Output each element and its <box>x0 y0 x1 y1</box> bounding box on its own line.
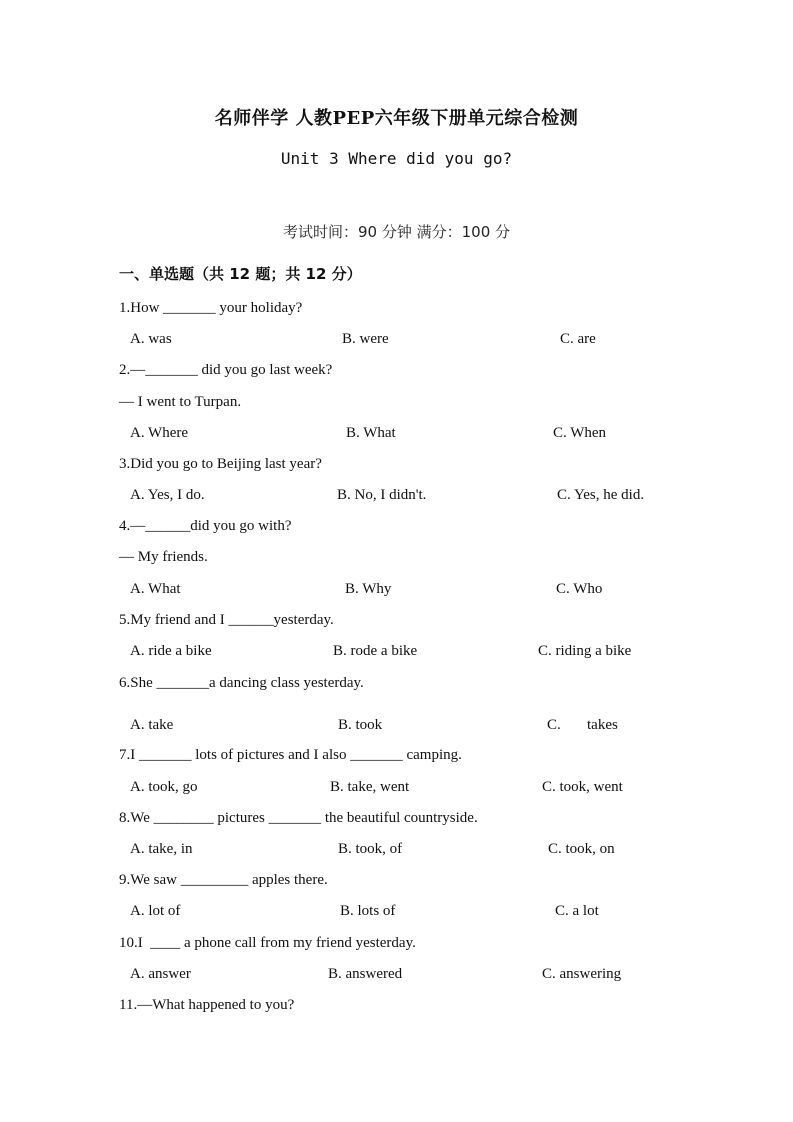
question-11-stem: 11.—What happened to you? <box>119 997 295 1013</box>
question-10-option-c: C. answering <box>542 966 622 982</box>
question-5-option-a: A. ride a bike <box>130 643 212 659</box>
question-3-option-c: C. Yes, he did. <box>557 487 645 503</box>
question-8-stem: 8.We ________ pictures _______ the beautiful countryside. <box>119 810 478 826</box>
question-2-answer-line: — I went to Turpan. <box>119 394 242 410</box>
exam-info: 考试时间：90 分钟 满分：100 分 <box>282 223 511 241</box>
question-6-option-c: C. takes <box>547 717 618 733</box>
question-5-stem: 5.My friend and I ______yesterday. <box>119 612 334 628</box>
question-5-option-b: B. rode a bike <box>333 643 418 659</box>
question-3-option-b: B. No, I didn't. <box>337 487 427 503</box>
question-9-option-b: B. lots of <box>340 903 396 919</box>
question-9-option-c: C. a lot <box>555 903 599 919</box>
document-subtitle: Unit 3 Where did you go? <box>280 149 513 168</box>
question-3-stem: 3.Did you go to Beijing last year? <box>119 456 322 472</box>
question-6-option-a: A. take <box>130 717 174 733</box>
question-9-option-a: A. lot of <box>130 903 181 919</box>
question-2-option-c: C. When <box>553 425 607 441</box>
question-2-stem: 2.—_______ did you go last week? <box>119 362 333 378</box>
question-1-stem: 1.How _______ your holiday? <box>119 300 303 316</box>
question-8-option-c: C. took, on <box>548 841 615 857</box>
question-4-option-a: A. What <box>130 581 181 597</box>
question-2-option-a: A. Where <box>130 425 189 441</box>
question-7-option-c: C. took, went <box>542 779 623 795</box>
question-6-option-b: B. took <box>338 717 383 733</box>
question-8-option-b: B. took, of <box>338 841 403 857</box>
section-heading: 一、单选题（共 12 题；共 12 分） <box>119 265 362 283</box>
question-7-option-b: B. take, went <box>330 779 410 795</box>
question-9-stem: 9.We saw _________ apples there. <box>119 872 328 888</box>
document-title: 名师伴学 人教PEP六年级下册单元综合检测 <box>214 108 579 129</box>
question-7-stem: 7.I _______ lots of pictures and I also _______ camping. <box>119 747 462 763</box>
question-7-option-a: A. took, go <box>130 779 198 795</box>
question-4-option-c: C. Who <box>556 581 603 597</box>
question-1-option-a: A. was <box>130 331 172 347</box>
question-4-stem: 4.—______did you go with? <box>119 518 292 534</box>
question-6-stem: 6.She _______a dancing class yesterday. <box>119 675 364 691</box>
question-10-stem: 10.I ____ a phone call from my friend yesterday. <box>119 935 416 951</box>
question-2-option-b: B. What <box>346 425 396 441</box>
question-4-answer-line: — My friends. <box>119 549 208 565</box>
question-8-option-a: A. take, in <box>130 841 193 857</box>
question-1-option-b: B. were <box>342 331 389 347</box>
question-10-option-a: A. answer <box>130 966 191 982</box>
question-4-option-b: B. Why <box>345 581 392 597</box>
question-10-option-b: B. answered <box>328 966 403 982</box>
question-5-option-c: C. riding a bike <box>538 643 632 659</box>
question-1-option-c: C. are <box>560 331 596 347</box>
question-3-option-a: A. Yes, I do. <box>130 487 205 503</box>
